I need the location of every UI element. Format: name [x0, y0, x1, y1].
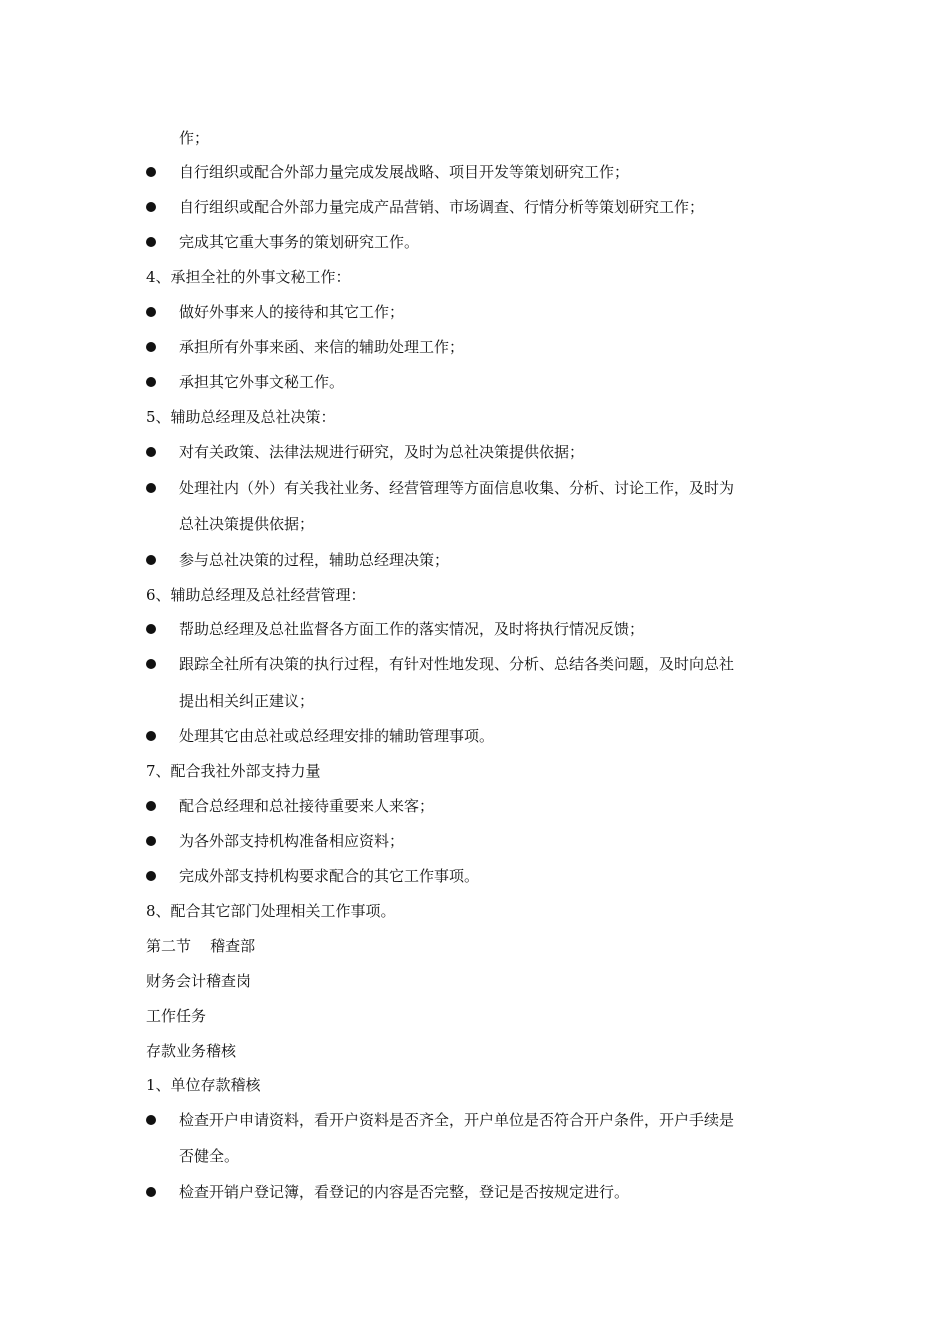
line-text: 否健全。 [179, 1147, 240, 1165]
bullet-icon [146, 801, 156, 811]
line-text: 总社决策提供依据； [179, 515, 315, 533]
bullet-icon [146, 555, 156, 565]
line-text: 跟踪全社所有决策的执行过程，有针对性地发现、分析、总结各类问题，及时向总社 [179, 655, 735, 673]
heading-text: 工作任务 [146, 1007, 207, 1025]
heading-text: 4、承担全社的外事文秘工作： [146, 268, 351, 286]
heading-text: 7、配合我社外部支持力量 [146, 762, 321, 780]
bullet-icon [146, 659, 156, 669]
heading-text: 6、辅助总经理及总社经营管理： [146, 586, 366, 604]
bullet-icon [146, 447, 156, 457]
heading-text: 存款业务稽核 [146, 1042, 237, 1060]
bullet-icon [146, 237, 156, 247]
line-text: 帮助总经理及总社监督各方面工作的落实情况，及时将执行情况反馈； [179, 620, 645, 638]
bullet-icon [146, 1115, 156, 1125]
bullet-icon [146, 731, 156, 741]
line-text: 完成外部支持机构要求配合的其它工作事项。 [179, 867, 480, 885]
line-text: 对有关政策、法律法规进行研究，及时为总社决策提供依据； [179, 443, 585, 461]
heading-text: 8、配合其它部门处理相关工作事项。 [146, 902, 396, 920]
bullet-icon [146, 167, 156, 177]
bullet-icon [146, 1187, 156, 1197]
line-text: 检查开销户登记簿，看登记的内容是否完整，登记是否按规定进行。 [179, 1183, 630, 1201]
heading-text: 5、辅助总经理及总社决策： [146, 408, 336, 426]
heading-text: 第二节 稽查部 [146, 937, 256, 955]
bullet-icon [146, 483, 156, 493]
line-text: 处理其它由总社或总经理安排的辅助管理事项。 [179, 727, 495, 745]
line-text: 提出相关纠正建议； [179, 692, 315, 710]
heading-text: 财务会计稽查岗 [146, 972, 252, 990]
bullet-icon [146, 624, 156, 634]
line-text: 参与总社决策的过程，辅助总经理决策； [179, 551, 450, 569]
bullet-icon [146, 871, 156, 881]
line-text: 为各外部支持机构准备相应资料； [179, 832, 405, 850]
bullet-icon [146, 377, 156, 387]
bullet-icon [146, 202, 156, 212]
line-text: 自行组织或配合外部力量完成发展战略、项目开发等策划研究工作； [179, 163, 630, 181]
line-text: 作； [179, 129, 210, 147]
bullet-icon [146, 307, 156, 317]
line-text: 承担所有外事来函、来信的辅助处理工作； [179, 338, 465, 356]
line-text: 配合总经理和总社接待重要来人来客； [179, 797, 435, 815]
heading-text: 1、单位存款稽核 [146, 1076, 261, 1094]
line-text: 自行组织或配合外部力量完成产品营销、市场调查、行情分析等策划研究工作； [179, 198, 705, 216]
bullet-icon [146, 342, 156, 352]
line-text: 检查开户申请资料，看开户资料是否齐全，开户单位是否符合开户条件，开户手续是 [179, 1111, 735, 1129]
line-text: 处理社内（外）有关我社业务、经营管理等方面信息收集、分析、讨论工作，及时为 [179, 479, 735, 497]
line-text: 完成其它重大事务的策划研究工作。 [179, 233, 420, 251]
line-text: 做好外事来人的接待和其它工作； [179, 303, 405, 321]
line-text: 承担其它外事文秘工作。 [179, 373, 345, 391]
bullet-icon [146, 836, 156, 846]
